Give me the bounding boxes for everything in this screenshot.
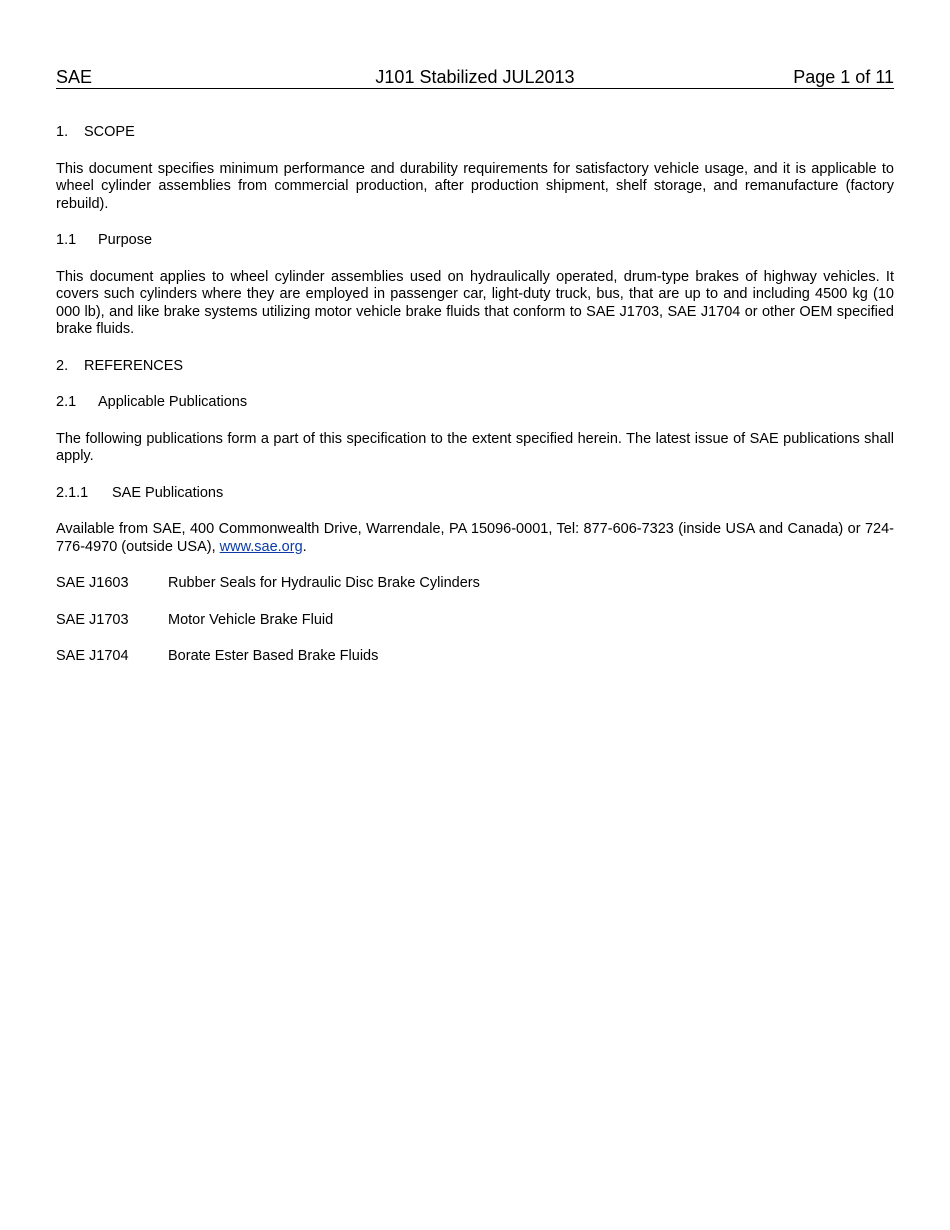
section-heading-purpose (56, 232, 894, 250)
reference-title: Rubber Seals for Hydraulic Disc Brake Cylinders (168, 575, 480, 591)
reference-code: SAE J1703 (56, 611, 129, 628)
section-title: Purpose (98, 232, 153, 248)
section-title: Applicable Publications (98, 394, 248, 410)
section-heading-scope (56, 124, 894, 142)
reference-title: Motor Vehicle Brake Fluid (168, 611, 334, 628)
section-number: 1. (56, 124, 69, 140)
document-body (56, 124, 894, 685)
availability-text-end: . (302, 538, 307, 555)
header-doc-id: J101 Stabilized JUL2013 (375, 67, 575, 87)
section-heading-applicable-publications (56, 394, 894, 412)
page-header (56, 66, 894, 89)
reference-code: SAE J1704 (56, 648, 129, 664)
reference-item (56, 575, 894, 593)
paragraph-scope: This document specifies minimum performance and durability requirements for satisfactory vehicle usage, and it is applicable to wheel cylinder assemblies from commercial production, after production shipment, shelf storage, and remanufacture (factory rebuild). (56, 160, 894, 212)
paragraph-applicable-publications: The following publications form a part of this specification to the extent specified herein. The latest issue of SAE publications shall apply. (56, 430, 894, 464)
availability-text: Available from SAE, 400 Commonwealth Drive, Warrendale, PA 15096-0001, Tel: 877-606-7323 (inside USA and Canada) or 724-776-4970 (outside USA), (56, 521, 894, 555)
reference-item (56, 612, 894, 630)
reference-code: SAE J1603 (56, 575, 129, 591)
reference-title: Borate Ester Based Brake Fluids (168, 648, 379, 664)
section-number: 2.1 (56, 394, 77, 410)
sae-website-link[interactable]: www.sae.org (219, 538, 303, 555)
section-heading-references (56, 358, 894, 376)
section-number: 1.1 (56, 232, 77, 248)
section-title: REFERENCES (84, 357, 184, 374)
section-title: SCOPE (84, 124, 135, 140)
section-title: SAE Publications (112, 484, 224, 501)
paragraph-purpose: This document applies to wheel cylinder assemblies used on hydraulically operated, drum-type brakes of highway vehicles. It covers such cylinders where they are employed in passenger car, light-duty truck, bus, that are up to and including 4500 kg (10 000 lb), and like brake systems utilizing motor vehicle brake fluids that conform to SAE J1703, SAE J1704 or other OEM specified brake fluids. (56, 268, 894, 337)
reference-item (56, 648, 894, 666)
header-org: SAE (56, 67, 93, 87)
paragraph-sae-publications (56, 521, 894, 556)
section-number: 2. (56, 357, 69, 374)
section-heading-sae-publications (56, 485, 894, 503)
header-page-number: Page 1 of 11 (793, 67, 894, 87)
section-number: 2.1.1 (56, 484, 89, 501)
